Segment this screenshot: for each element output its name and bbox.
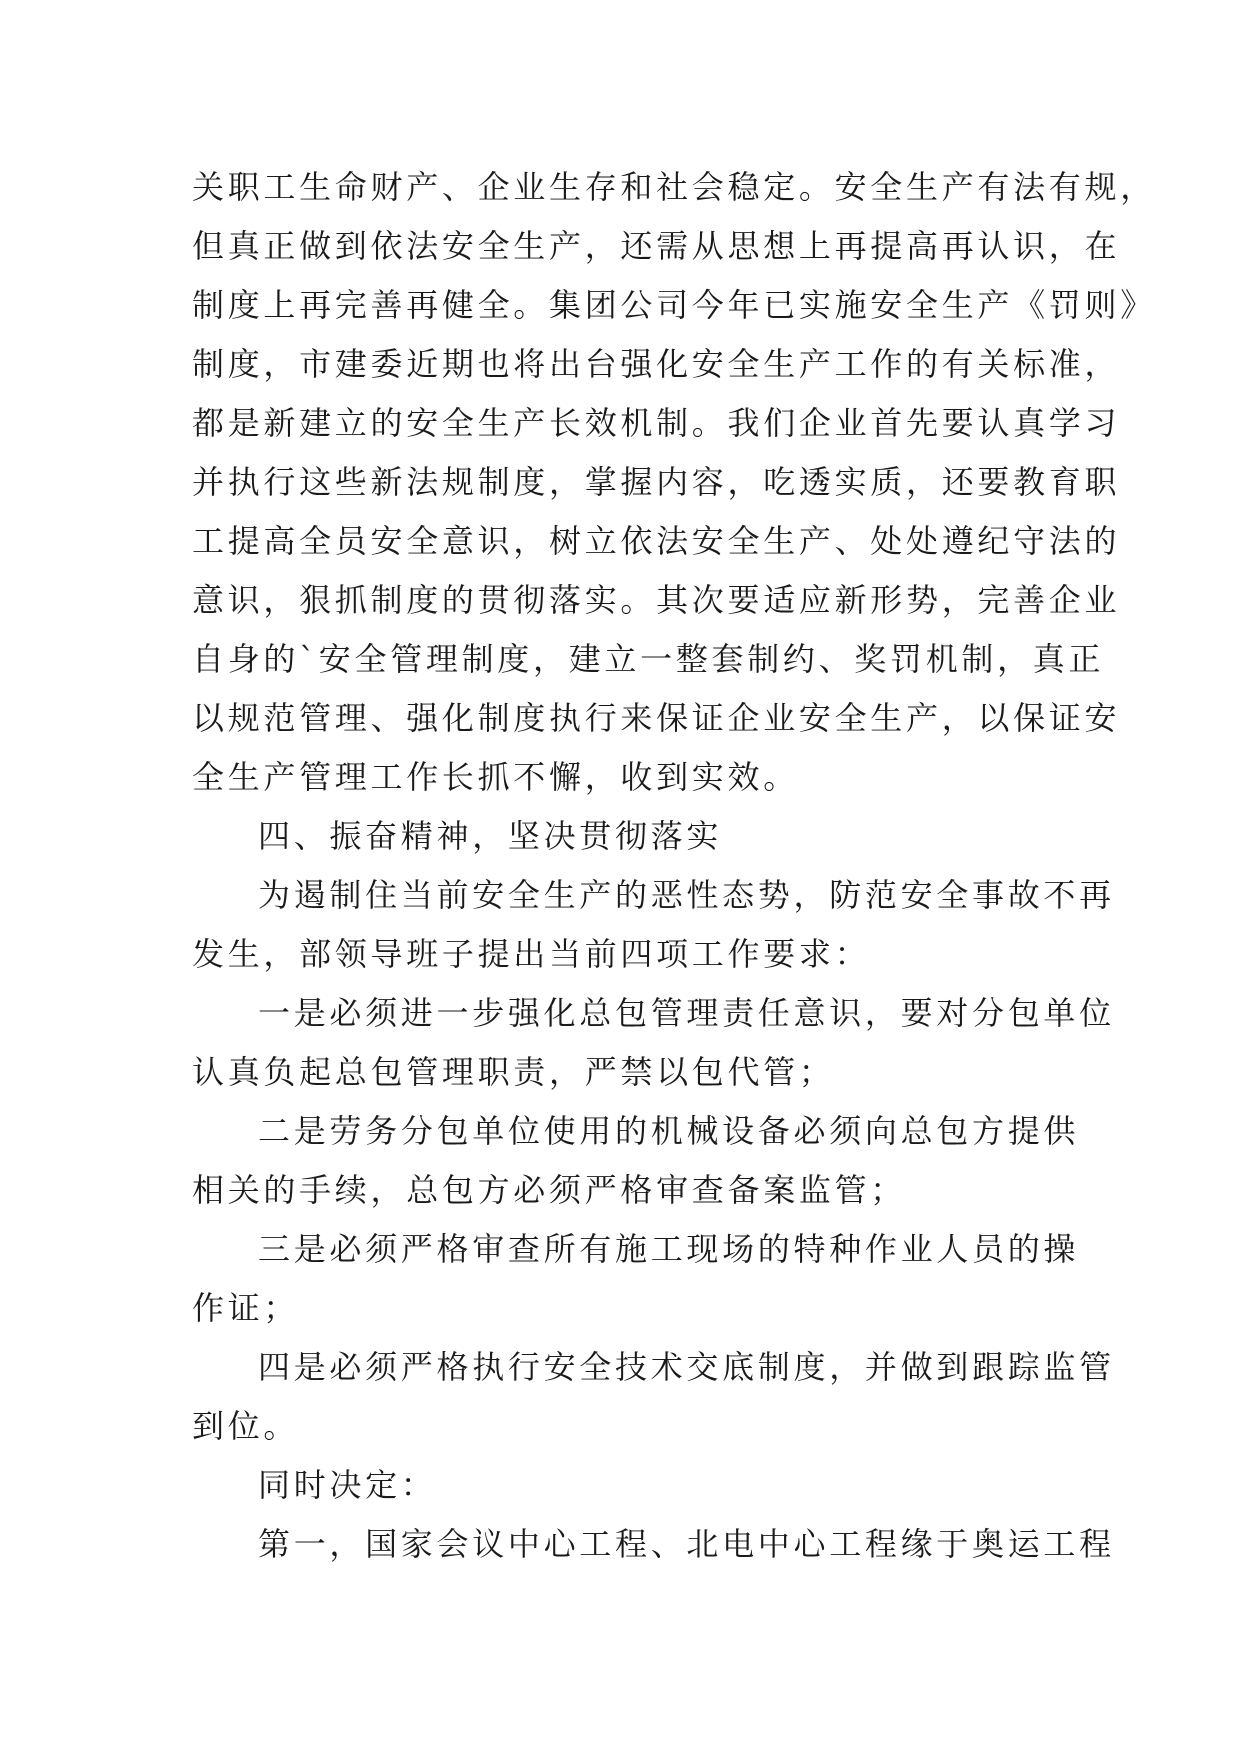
text-line: 相关的手续，总包方必须严格审查备案监管； [192, 1171, 907, 1209]
text-line: 关职工生命财产、企业生存和社会稳定。安全生产有法有规， [192, 168, 1156, 206]
text-line: 二是劳务分包单位使用的机械设备必须向总包方提供 [258, 1112, 1080, 1150]
text-line: 都是新建立的安全生产长效机制。我们企业首先要认真学习 [192, 404, 1121, 442]
text-line: 作证； [192, 1289, 300, 1327]
text-line: 三是必须严格审查所有施工现场的特种作业人员的操 [258, 1230, 1080, 1268]
text-line: 发生，部领导班子提出当前四项工作要求： [192, 935, 871, 973]
text-line: 同时决定： [258, 1466, 437, 1504]
text-line: 到位。 [192, 1407, 300, 1445]
text-line: 制度，市建委近期也将出台强化安全生产工作的有关标准， [192, 345, 1121, 383]
document-body [192, 158, 1156, 1574]
text-line: 认真负起总包管理职责，严禁以包代管； [192, 1053, 835, 1091]
text-line: 四、振奋精神，坚决贯彻落实 [258, 817, 723, 855]
text-line: 自身的`安全管理制度，建立一整套制约、奖罚机制，真正 [192, 640, 1105, 678]
text-line: 并执行这些新法规制度，掌握内容，吃透实质，还要教育职 [192, 463, 1121, 501]
text-line: 全生产管理工作长抓不懈，收到实效。 [192, 758, 799, 796]
text-line: 以规范管理、强化制度执行来保证企业安全生产，以保证安 [192, 699, 1121, 737]
text-line: 意识，狠抓制度的贯彻落实。其次要适应新形势，完善企业 [192, 581, 1121, 619]
text-line: 但真正做到依法安全生产，还需从思想上再提高再认识，在 [192, 227, 1121, 265]
text-line: 一是必须进一步强化总包管理责任意识，要对分包单位 [258, 994, 1115, 1032]
text-line: 为遏制住当前安全生产的恶性态势，防范安全事故不再 [258, 876, 1115, 914]
text-line: 工提高全员安全意识，树立依法安全生产、处处遵纪守法的 [192, 522, 1121, 560]
text-line: 制度上再完善再健全。集团公司今年已实施安全生产《罚则》 [192, 286, 1156, 324]
text-line: 四是必须严格执行安全技术交底制度，并做到跟踪监管 [258, 1348, 1115, 1386]
text-line: 第一，国家会议中心工程、北电中心工程缘于奥运工程 [258, 1525, 1115, 1563]
